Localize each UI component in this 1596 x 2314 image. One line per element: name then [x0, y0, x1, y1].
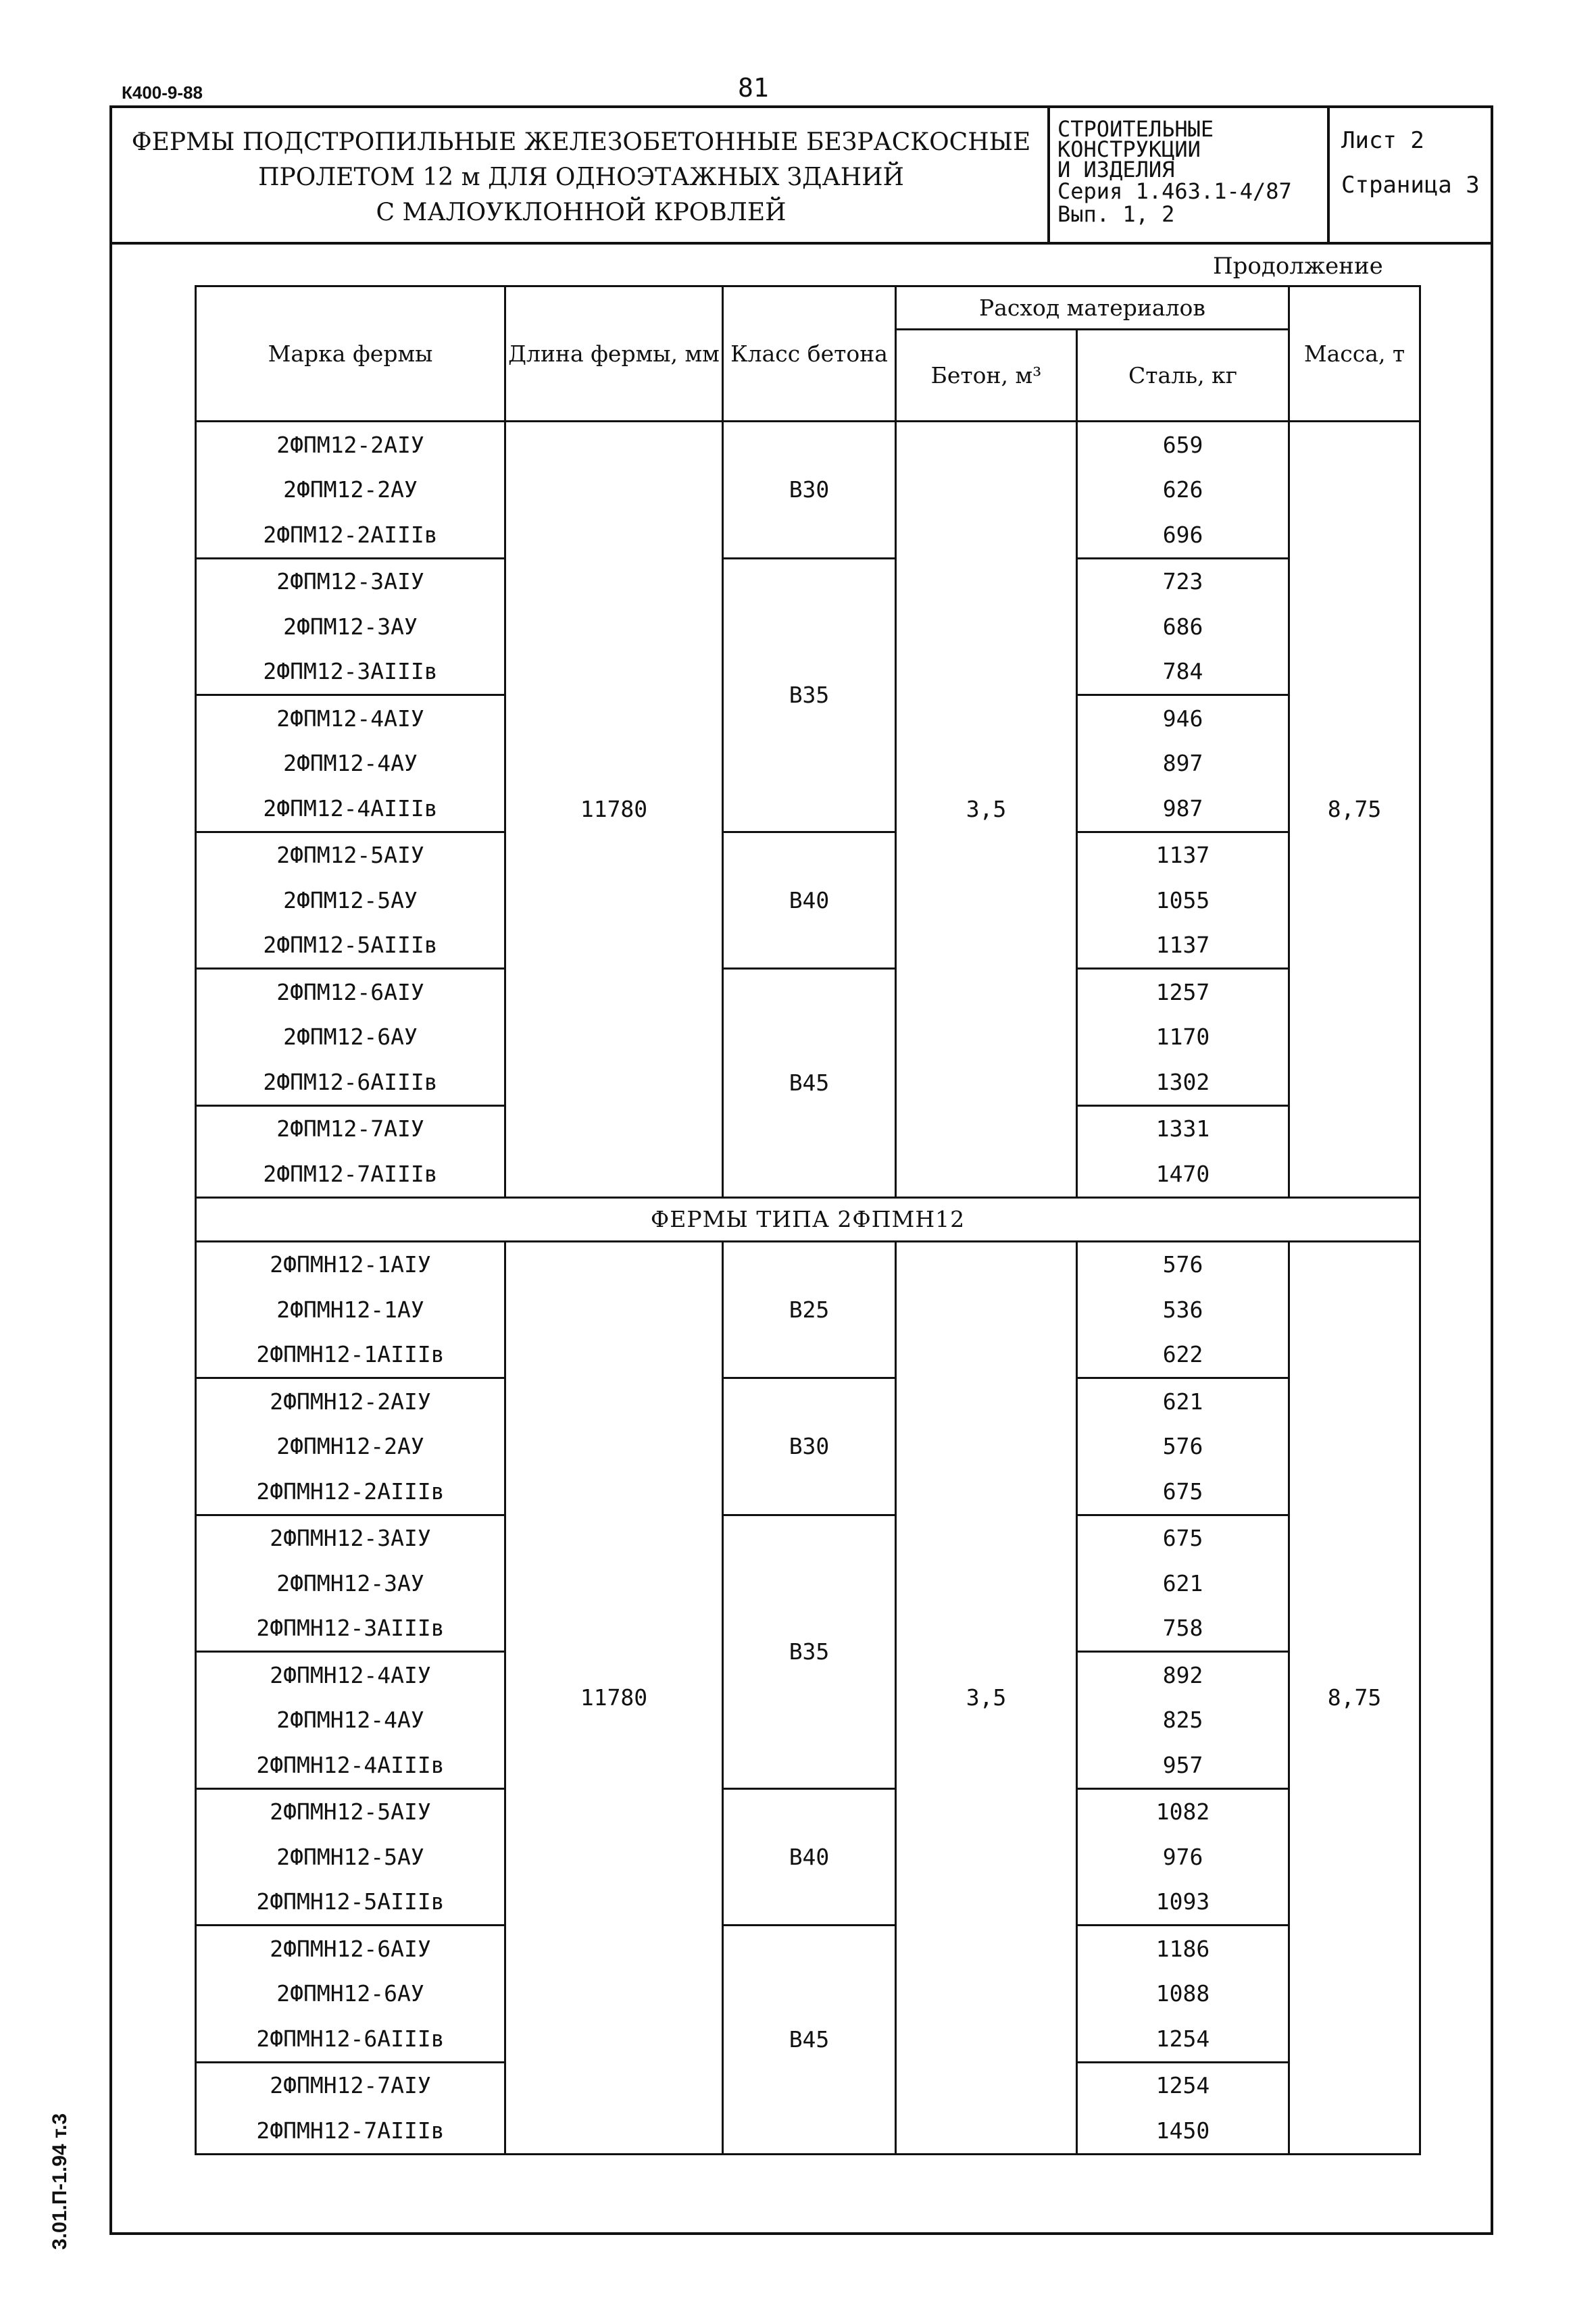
- steel-weight: 686: [1077, 604, 1289, 649]
- steel-weight: 825: [1077, 1698, 1289, 1743]
- truss-mark: 2ФПМ12-7АIУ: [196, 1105, 505, 1151]
- header-concrete: Бетон, м³: [896, 330, 1077, 422]
- truss-mark: 2ФПМ12-6АIУ: [196, 969, 505, 1015]
- section-row: [196, 1197, 1420, 1241]
- table-row: [196, 969, 1420, 1015]
- table-row: [196, 1241, 1420, 1287]
- steel-weight: 946: [1077, 695, 1289, 741]
- concrete-volume: 3,5: [896, 422, 1077, 1198]
- series-line: И ИЗДЕЛИЯ: [1057, 157, 1175, 182]
- steel-weight: 758: [1077, 1606, 1289, 1652]
- concrete-class: В35: [723, 558, 896, 832]
- table-row: [196, 422, 1420, 468]
- header-divider: [109, 242, 1493, 245]
- table-row: [196, 1378, 1420, 1424]
- truss-mark: 2ФПМН12-6АIIIв: [196, 2016, 505, 2062]
- steel-weight: 892: [1077, 1652, 1289, 1698]
- truss-mark: 2ФПМН12-7АIУ: [196, 2062, 505, 2108]
- header-class: Класс бетона: [723, 286, 896, 422]
- truss-mark: 2ФПМН12-7АIIIв: [196, 2108, 505, 2154]
- truss-mark: 2ФПМ12-7АIIIв: [196, 1151, 505, 1197]
- table-body: [196, 422, 1420, 2155]
- header-divider-vertical: [1047, 105, 1050, 243]
- truss-mark: 2ФПМН12-5АУ: [196, 1834, 505, 1880]
- header-mark: Марка фермы: [196, 286, 505, 422]
- steel-weight: 1082: [1077, 1788, 1289, 1834]
- steel-weight: 1186: [1077, 1926, 1289, 1971]
- truss-mark: 2ФПМН12-3АIУ: [196, 1515, 505, 1561]
- steel-weight: 622: [1077, 1332, 1289, 1378]
- concrete-class: В35: [723, 1515, 896, 1788]
- truss-mark: 2ФПМН12-1АIУ: [196, 1241, 505, 1287]
- header-steel: Сталь, кг: [1077, 330, 1289, 422]
- sheet-label: Лист 2: [1341, 127, 1424, 154]
- series-line: Серия 1.463.1-4/87: [1057, 178, 1292, 204]
- truss-mark: 2ФПМН12-1АIIIв: [196, 1332, 505, 1378]
- steel-weight: 576: [1077, 1241, 1289, 1287]
- concrete-class: В40: [723, 832, 896, 969]
- truss-mark: 2ФПМ12-4АIIIв: [196, 786, 505, 832]
- steel-weight: 976: [1077, 1834, 1289, 1880]
- truss-mark: 2ФПМ12-6АУ: [196, 1015, 505, 1060]
- truss-mark: 2ФПМН12-2АIIIв: [196, 1469, 505, 1515]
- page-label: Страница 3: [1341, 172, 1480, 199]
- truss-mark: 2ФПМ12-3АIУ: [196, 558, 505, 604]
- truss-mark: 2ФПМН12-4АIIIв: [196, 1742, 505, 1788]
- truss-mark: 2ФПМ12-2АIУ: [196, 422, 505, 468]
- truss-mark: 2ФПМ12-5АУ: [196, 878, 505, 923]
- truss-mark: 2ФПМ12-6АIIIв: [196, 1059, 505, 1105]
- steel-weight: 1137: [1077, 832, 1289, 878]
- truss-mark: 2ФПМ12-2АIIIв: [196, 512, 505, 558]
- concrete-class: В25: [723, 1241, 896, 1378]
- steel-weight: 897: [1077, 741, 1289, 786]
- truss-mark: 2ФПМН12-5АIУ: [196, 1788, 505, 1834]
- steel-weight: 536: [1077, 1287, 1289, 1332]
- concrete-volume: 3,5: [896, 1241, 1077, 2154]
- steel-weight: 957: [1077, 1742, 1289, 1788]
- truss-mark: 2ФПМ12-3АIIIв: [196, 649, 505, 695]
- truss-mass: 8,75: [1289, 422, 1420, 1198]
- header-length: Длина фермы, мм: [505, 286, 723, 422]
- truss-mark: 2ФПМН12-2АУ: [196, 1424, 505, 1469]
- truss-mark: 2ФПМ12-3АУ: [196, 604, 505, 649]
- truss-mark: 2ФПМН12-5АIIIв: [196, 1880, 505, 1926]
- series-line: КОНСТРУКЦИИ: [1057, 136, 1201, 162]
- title-line: ПРОЛЕТОМ 12 м ДЛЯ ОДНОЭТАЖНЫХ ЗДАНИЙ: [258, 164, 904, 191]
- truss-table: [195, 285, 1421, 2155]
- truss-mark: 2ФПМН12-1АУ: [196, 1287, 505, 1332]
- continuation-label: Продолжение: [1213, 253, 1383, 280]
- steel-weight: 1470: [1077, 1151, 1289, 1197]
- header-materials: Расход материалов: [896, 286, 1289, 330]
- steel-weight: 1137: [1077, 923, 1289, 969]
- table-row: [196, 832, 1420, 878]
- header-divider-vertical: [1327, 105, 1330, 243]
- truss-mark: 2ФПМН12-2АIУ: [196, 1378, 505, 1424]
- concrete-class: В30: [723, 1378, 896, 1515]
- steel-weight: 1254: [1077, 2016, 1289, 2062]
- steel-weight: 723: [1077, 558, 1289, 604]
- title-line: С МАЛОУКЛОННОЙ КРОВЛЕЙ: [376, 199, 787, 226]
- concrete-class: В40: [723, 1788, 896, 1926]
- truss-mark: 2ФПМ12-4АIУ: [196, 695, 505, 741]
- steel-weight: 675: [1077, 1469, 1289, 1515]
- truss-mark: 2ФПМН12-4АУ: [196, 1698, 505, 1743]
- truss-mark: 2ФПМ12-2АУ: [196, 468, 505, 513]
- steel-weight: 1093: [1077, 1880, 1289, 1926]
- page-number: 81: [738, 73, 769, 103]
- truss-mark: 2ФПМН12-6АУ: [196, 1971, 505, 2017]
- steel-weight: 1170: [1077, 1015, 1289, 1060]
- truss-length: 11780: [505, 1241, 723, 2154]
- series-line: Вып. 1, 2: [1057, 201, 1175, 227]
- truss-mark: 2ФПМ12-4АУ: [196, 741, 505, 786]
- table-row: [196, 1515, 1420, 1561]
- concrete-class: В45: [723, 1926, 896, 2155]
- steel-weight: 621: [1077, 1561, 1289, 1606]
- truss-length: 11780: [505, 422, 723, 1198]
- side-stamp: 3.01.П-1.94 т.3: [49, 2113, 71, 2250]
- series-line: СТРОИТЕЛЬНЫЕ: [1057, 116, 1214, 142]
- title-line: ФЕРМЫ ПОДСТРОПИЛЬНЫЕ ЖЕЛЕЗОБЕТОННЫЕ БЕЗРАСКОСНЫЕ: [131, 128, 1031, 156]
- steel-weight: 576: [1077, 1424, 1289, 1469]
- truss-mark: 2ФПМН12-3АУ: [196, 1561, 505, 1606]
- steel-weight: 1331: [1077, 1105, 1289, 1151]
- table-row: [196, 558, 1420, 604]
- steel-weight: 1254: [1077, 2062, 1289, 2108]
- table-row: [196, 1926, 1420, 1971]
- steel-weight: 675: [1077, 1515, 1289, 1561]
- concrete-class: В45: [723, 969, 896, 1198]
- truss-mass: 8,75: [1289, 1241, 1420, 2154]
- document-code: К400-9-88: [122, 82, 203, 103]
- truss-mark: 2ФПМН12-3АIIIв: [196, 1606, 505, 1652]
- steel-weight: 1088: [1077, 1971, 1289, 2017]
- concrete-class: В30: [723, 422, 896, 559]
- table-row: [196, 1788, 1420, 1834]
- truss-mark: 2ФПМ12-5АIIIв: [196, 923, 505, 969]
- section-title: ФЕРМЫ ТИПА 2ФПМН12: [196, 1197, 1420, 1241]
- truss-mark: 2ФПМН12-6АIУ: [196, 1926, 505, 1971]
- header-mass: Масса, т: [1289, 286, 1420, 422]
- steel-weight: 1257: [1077, 969, 1289, 1015]
- steel-weight: 626: [1077, 468, 1289, 513]
- steel-weight: 784: [1077, 649, 1289, 695]
- steel-weight: 696: [1077, 512, 1289, 558]
- steel-weight: 659: [1077, 422, 1289, 468]
- truss-mark: 2ФПМ12-5АIУ: [196, 832, 505, 878]
- steel-weight: 1055: [1077, 878, 1289, 923]
- steel-weight: 621: [1077, 1378, 1289, 1424]
- steel-weight: 987: [1077, 786, 1289, 832]
- steel-weight: 1302: [1077, 1059, 1289, 1105]
- steel-weight: 1450: [1077, 2108, 1289, 2154]
- truss-mark: 2ФПМН12-4АIУ: [196, 1652, 505, 1698]
